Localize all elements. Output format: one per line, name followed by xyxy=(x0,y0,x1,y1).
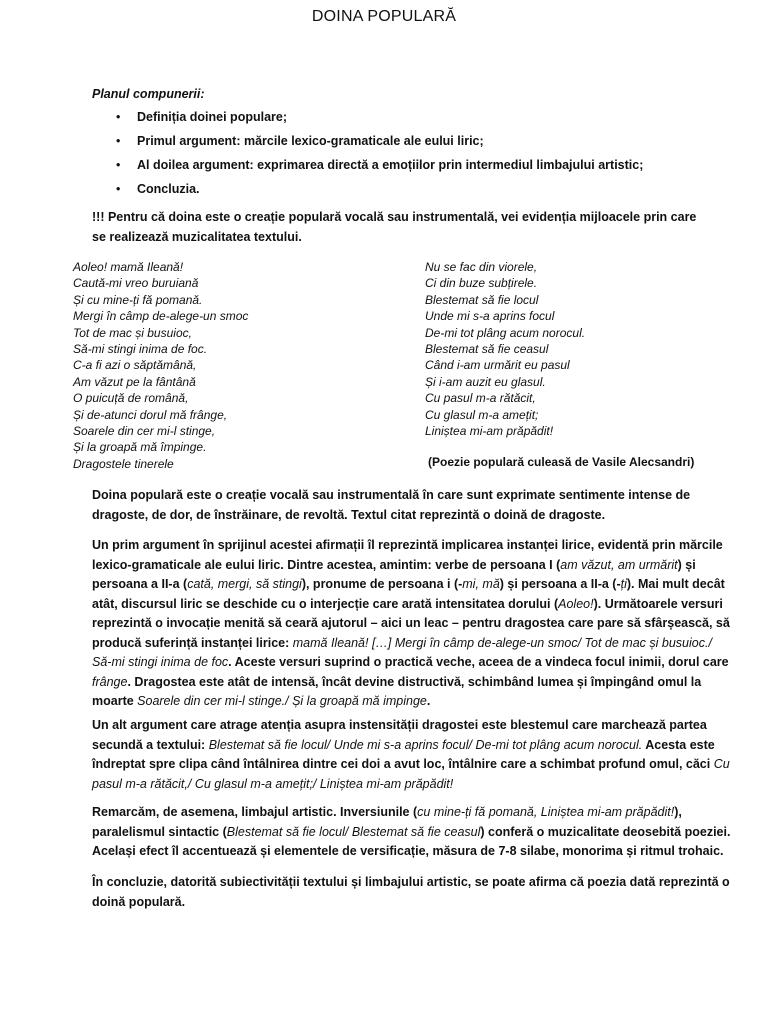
paragraph-text: Doina populară este o creație vocală sau instrumentală în care sunt exprimate sentimente intense de dragoste, de dor, de înstrăinare, de revoltă. Textul citat reprezintă o doină de dragoste. xyxy=(92,488,691,522)
plan-item xyxy=(92,181,643,205)
poem-verse: Și la groapă mă împinge. xyxy=(73,440,207,455)
paragraph-text: . Dragostea este atât de intensă, încât devine distructivă, schimbând lumea și împingând omul la moarte xyxy=(92,674,702,708)
paragraph-definition xyxy=(92,486,732,525)
paragraph-text: ) conferă o muzicalitate deosebită poeziei. Același efect îl accentuează și elementele de versificație, măsura de 7-8 silabe, monorima și ritmul trohaic. xyxy=(92,824,731,858)
paragraph-text: ) și persoana a II-a (- xyxy=(499,577,621,591)
quoted-text: mi, mă xyxy=(462,577,500,591)
plan-item xyxy=(92,109,643,133)
quoted-text: frânge xyxy=(92,674,128,689)
poem-verse: Am văzut pe la fântână xyxy=(73,374,196,389)
poem-verse: Tot de mac și busuioc, xyxy=(73,325,192,340)
bullet-icon: • xyxy=(116,182,121,196)
quoted-text: Soarele din cer mi-l stinge./ Și la groapă mă impinge xyxy=(137,694,427,708)
plan-item-text: Definiția doinei populare; xyxy=(137,110,288,124)
poem-verse: Nu se fac din viorele, xyxy=(425,260,538,274)
poem-verse: C-a fi azi o săptămână, xyxy=(73,358,197,373)
plan-list xyxy=(92,109,643,205)
quoted-text: mamă Ileană! […] Mergi în câmp de-alege-un smoc/ Tot de mac și busuioc./ Să-mi stingi inima de foc xyxy=(92,635,712,669)
bullet-icon: • xyxy=(116,134,121,148)
paragraph-conclusion xyxy=(92,873,732,912)
poem-verse: Când i-am urmărit eu pasul xyxy=(425,358,570,373)
quoted-text: Blestemat să fie locul/ Blestemat să fie ceasul xyxy=(226,824,481,839)
poem-verse: Să-mi stingi inima de foc. xyxy=(73,342,208,357)
paragraph-text: Un prim argument în sprijinul acestei afirmații îl reprezintă implicarea instanței lirice, evidentă prin mărcile lexico-gramaticale ale eului liric. Dintre acestea, amintim: verbe de persoana I ( xyxy=(92,538,723,572)
page-title: DOINA POPULARĂ xyxy=(311,8,457,25)
poem-verse: Aoleo! mamă Ileană! xyxy=(73,260,184,274)
plan-heading: Planul compunerii: xyxy=(92,87,205,101)
plan-item-text: Al doilea argument: exprimarea directă a emoțiilor prin intermediul limbajului artistic; xyxy=(137,158,644,172)
paragraph-text: În concluzie, datorită subiectivității textului și limbajului artistic, se poate afirma că poezia dată reprezintă o doină populară. xyxy=(92,875,730,909)
poem-verse: Mergi în câmp de-alege-un smoc xyxy=(73,309,249,324)
poem-verse: Blestemat să fie locul xyxy=(425,292,539,307)
poem-verse: Dragostele tinerele xyxy=(73,456,174,471)
paragraph-first-argument xyxy=(92,536,732,712)
poem-verse: De-mi tot plâng acum norocul. xyxy=(425,325,586,340)
paragraph-text: ) și persoana a II-a ( xyxy=(92,557,696,591)
paragraph-text: Un alt argument care atrage atenția asupra instensității dragostei este blestemul care marchează partea secundă a textului: xyxy=(92,718,707,752)
paragraph-artistic-language xyxy=(92,803,732,862)
paragraph-text: . Aceste versuri suprind o practică veche, aceea de a vindeca focul inimii, dorul care xyxy=(228,655,729,669)
paragraph-text: . xyxy=(426,694,431,708)
paragraph-text: ), pronume de persoana i (- xyxy=(301,577,463,591)
quoted-text: Blestemat să fie locul/ Unde mi s-a aprins focul/ De-mi tot plâng acum norocul. xyxy=(208,737,643,752)
bullet-icon: • xyxy=(116,110,121,124)
quoted-text: Cu pasul m-a rătăcit,/ Cu glasul m-a amețit;/ Liniștea mi-am prăpădit! xyxy=(92,757,730,791)
plan-item-text: Concluzia. xyxy=(137,182,200,196)
paragraph-text: Acesta este îndreptat spre clipa când întâlnirea dintre cei doi a avut loc, întâlnire care a schimbat profund omul, căci xyxy=(92,737,715,771)
poem-verse: Liniștea mi-am prăpădit! xyxy=(425,424,554,439)
poem-verse: Caută-mi vreo buruiană xyxy=(73,276,199,291)
plan-item xyxy=(92,157,643,181)
poem-verse: O puicuță de română, xyxy=(73,391,189,406)
poem-verse: Blestemat să fie ceasul xyxy=(425,342,549,357)
plan-item xyxy=(92,133,643,157)
poem-verse: Și i-am auzit eu glasul. xyxy=(425,374,546,389)
paragraph-text: ). Următoarele versuri reprezintă o invocație menită să ceară ajutorul – aici un leac – pentru dragostea care pare să sfârșească, să producă suferință instanței lirice: xyxy=(92,596,730,650)
bullet-icon: • xyxy=(116,158,121,172)
paragraph-text: Remarcăm, de asemena, limbajul artistic. Inversiunile ( xyxy=(92,805,418,819)
paragraph-text: ), paralelismul sintactic ( xyxy=(92,805,682,839)
paragraph-second-argument xyxy=(92,716,732,794)
quoted-text: cu mine-ți fă pomană, Liniștea mi-am prăpădit! xyxy=(417,805,675,819)
quoted-text: Aoleo! xyxy=(558,596,594,611)
poem-verse: Soarele din cer mi-l stinge, xyxy=(73,424,216,439)
poem-right-column xyxy=(425,259,585,439)
quoted-text: ți xyxy=(620,577,627,591)
poem-verse: Unde mi s-a aprins focul xyxy=(425,309,555,324)
poem-left-column xyxy=(73,259,248,472)
paragraph-text: ). Mai mult decât atât, discursul liric se deschide cu o interjecție care arată intensitatea dorului ( xyxy=(92,577,725,611)
poem-attribution: (Poezie populară culeasă de Vasile Alecsandri) xyxy=(428,455,695,469)
poem-verse: Ci din buze subțirele. xyxy=(425,276,538,291)
poem-verse: Și cu mine-ți fă pomană. xyxy=(73,292,203,307)
poem-verse: Și de-atunci dorul mă frânge, xyxy=(73,407,228,422)
quoted-text: am văzut, am urmărit xyxy=(560,557,678,572)
plan-item-text: Primul argument: mărcile lexico-gramaticale ale eului liric; xyxy=(137,134,484,148)
poem-verse: Cu glasul m-a amețit; xyxy=(425,407,539,422)
poem-verse: Cu pasul m-a rătăcit, xyxy=(425,391,536,406)
instruction-note: !!! Pentru că doina este o creație populară vocală sau instrumentală, vei evidenția mijloacele prin care se realizează muzicalitatea textului. xyxy=(92,210,697,244)
quoted-text: cată, mergi, să stingi xyxy=(187,577,302,591)
